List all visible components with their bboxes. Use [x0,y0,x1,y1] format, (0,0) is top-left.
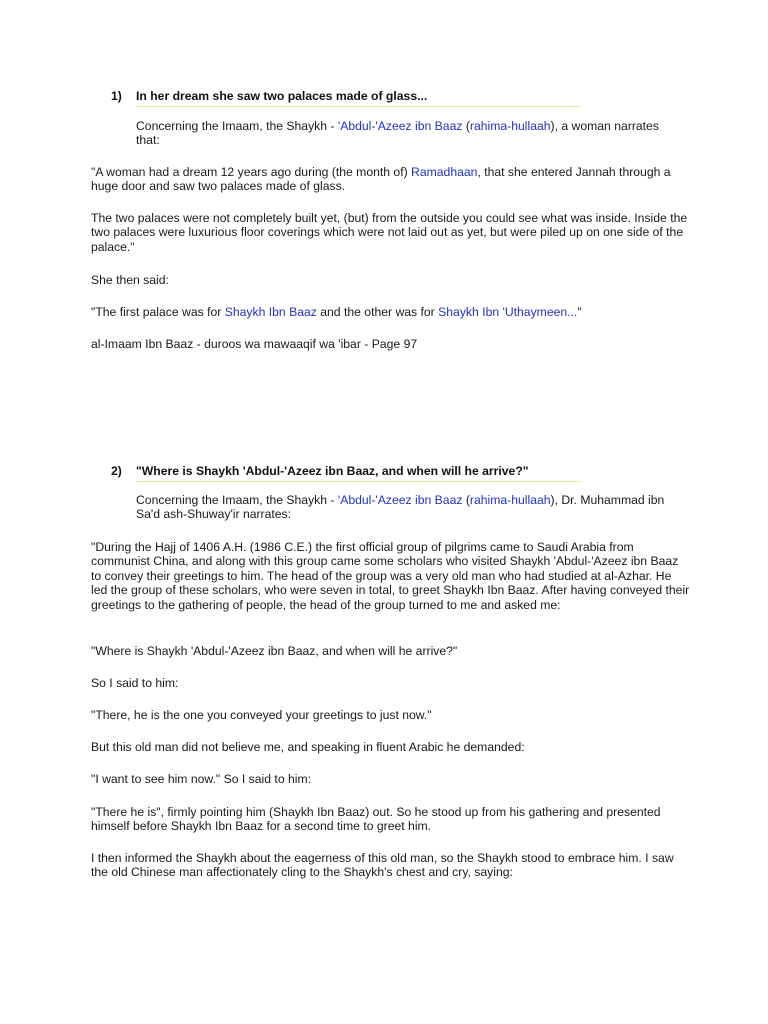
section-2-intro [136,493,681,522]
intro-text: ( [462,119,470,133]
abdul-azeez-link[interactable]: 'Abdul-'Azeez ibn Baaz [337,493,463,507]
intro-text: Concerning the Imaam, the Shaykh - [136,493,338,507]
section-1-paragraph-3: She then said: [91,273,169,287]
section-1-paragraph-2: The two palaces were not completely built yet, (but) from the outside you could see what was inside. Inside the two palaces were luxurious floor coverings which were not laid out as yet, but were piled up on one side of the palace." [91,211,688,254]
section-1-number: 1) [111,89,122,103]
paragraph-text: , that she entered Jannah through a huge door and saw two palaces made of glass. [91,165,671,194]
shaykh-ibn-uthaymeen-link[interactable]: Shaykh Ibn 'Uthaymeen... [438,305,578,319]
abdul-azeez-link[interactable]: 'Abdul-'Azeez ibn Baaz [337,119,463,133]
faint-underline [136,481,581,482]
intro-text: Concerning the Imaam, the Shaykh - [136,119,338,133]
section-1-intro [136,119,681,148]
rahima-hullaah-link[interactable]: rahima-hullaah [469,493,551,507]
section-2-paragraph-1: "During the Hajj of 1406 A.H. (1986 C.E.) the first official group of pilgrims came to Saudi Arabia from communist China, and along with this group came some scholars who visited Shaykh 'Abdul-'Azeez ibn Baaz to convey their greetings to him. The head of the group was a very old man who had studied at al-Azhar. He led the group of these scholars, who were seven in total, to greet Shaykh Ibn Baaz. After having conveyed their greetings to the gathering of people, the head of the group turned to me and asked me: [91,540,690,612]
intro-text: ), a woman narrates that: [136,119,659,148]
section-1-source: al-Imaam Ibn Baaz - duroos wa mawaaqif wa 'ibar - Page 97 [91,337,418,351]
intro-text: ( [462,493,470,507]
section-1-paragraph-4 [91,305,691,319]
intro-text: ), Dr. Muhammad ibn Sa'd ash-Shuway'ir narrates: [136,493,665,522]
section-2-paragraph-8: I then informed the Shaykh about the eagerness of this old man, so the Shaykh stood to embrace him. I saw the old Chinese man affectionately cling to the Shaykh's chest and cry, saying: [91,851,674,880]
paragraph-text: and the other was for [316,305,439,319]
section-2-number: 2) [111,464,122,478]
section-2-paragraph-4: "There, he is the one you conveyed your greetings to just now." [91,708,432,722]
paragraph-text: "A woman had a dream 12 years ago during (the month of) [91,165,412,179]
paragraph-text: " [577,305,582,319]
section-2-paragraph-2: "Where is Shaykh 'Abdul-'Azeez ibn Baaz, and when will he arrive?" [91,644,458,658]
section-1-paragraph-1 [91,165,691,194]
paragraph-text: "The first palace was for [91,305,225,319]
ramadhaan-link[interactable]: Ramadhaan [411,165,478,179]
shaykh-ibn-baaz-link[interactable]: Shaykh Ibn Baaz [224,305,317,319]
section-2-paragraph-6: "I want to see him now." So I said to him: [91,772,312,786]
section-2-paragraph-5: But this old man did not believe me, and speaking in fluent Arabic he demanded: [91,740,525,754]
rahima-hullaah-link[interactable]: rahima-hullaah [469,119,551,133]
section-2-paragraph-7: "There he is", firmly pointing him (Shaykh Ibn Baaz) out. So he stood up from his gathering and presented himself before Shaykh Ibn Baaz for a second time to greet him. [91,805,661,834]
section-2-paragraph-3: So I said to him: [91,676,179,690]
section-2-heading-text: "Where is Shaykh 'Abdul-'Azeez ibn Baaz, and when will he arrive?" [136,464,529,478]
section-1-heading-text: In her dream she saw two palaces made of glass... [136,89,428,103]
faint-underline [136,106,581,107]
section-2-heading [111,464,691,478]
section-1-heading [111,89,671,103]
